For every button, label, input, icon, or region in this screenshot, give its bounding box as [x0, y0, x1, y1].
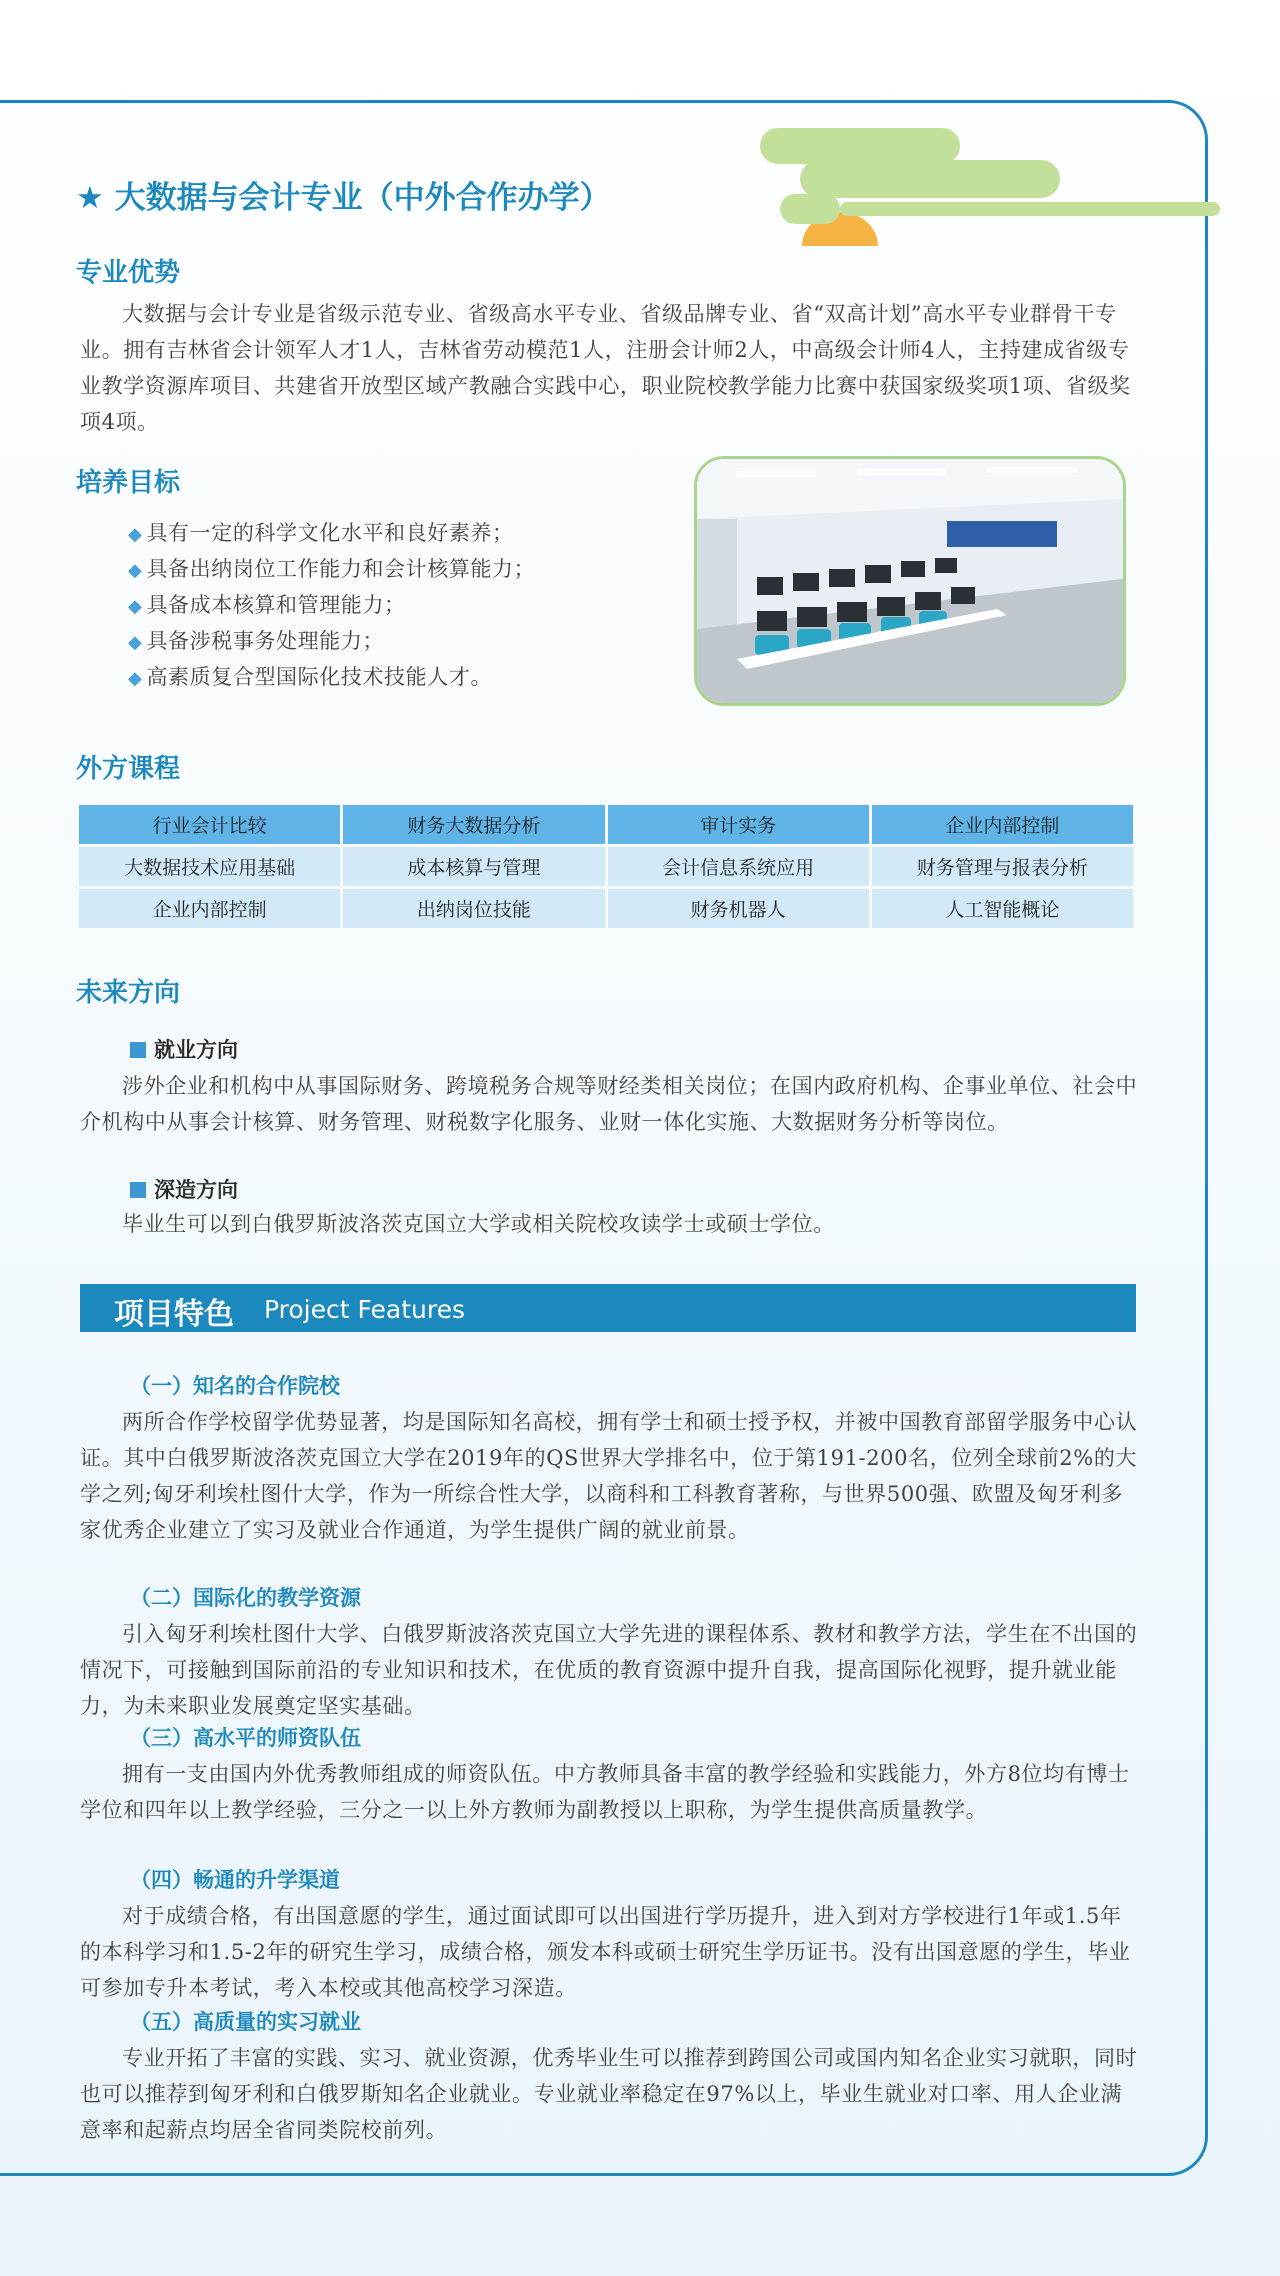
course-cell: 财务大数据分析 — [343, 805, 604, 844]
feature-text: 两所合作学校留学优势显著，均是国际知名高校，拥有学士和硕士授予权，并被中国教育部留学服务中心认证。其中白俄罗斯波洛茨克国立大学在2019年的QS世界大学排名中，位于第191-200名，位列全球前2%的大学之列;匈牙利埃杜图什大学，作为一所综合性大学，以商科和工科教育著称，与世界500强、欧盟及匈牙利多家优秀企业建立了实习及就业合作通道，为学生提供广阔的就业前景。 — [80, 1410, 1138, 1542]
feature-title: （一）知名的合作院校 — [130, 1374, 340, 1398]
goal-item: ◆ 具备涉税事务处理能力； — [128, 629, 385, 653]
feature-text: 专业开拓了丰富的实践、实习、就业资源，优秀毕业生可以推荐到跨国公司或国内知名企业实习就职，同时也可以推荐到匈牙利和白俄罗斯知名企业就业。专业就业率稳定在97%以上，毕业生就业对口率、用人企业满意率和起薪点均居全省同类院校前列。 — [80, 2046, 1138, 2142]
course-cell: 企业内部控制 — [872, 805, 1133, 844]
feature-title: （二）国际化的教学资源 — [130, 1586, 361, 1610]
goals-heading: 培养目标 — [76, 468, 181, 498]
table-row — [79, 805, 1133, 844]
course-cell: 人工智能概论 — [872, 889, 1133, 928]
course-cell: 审计实务 — [608, 805, 869, 844]
course-table — [76, 802, 1136, 931]
courses-heading: 外方课程 — [76, 754, 181, 784]
diamond-bullet-icon: ◆ — [128, 632, 143, 653]
future-heading: 未来方向 — [76, 978, 181, 1008]
feature-title: （四）畅通的升学渠道 — [130, 1868, 340, 1892]
feature-text: 对于成绩合格，有出国意愿的学生，通过面试即可以出国进行学历提升，进入到对方学校进行1年或1.5年的本科学习和1.5-2年的研究生学习，成绩合格，颁发本科或硕士研究生学历证书。没有出国意愿的学生，毕业可参加专升本考试，考入本校或其他高校学习深造。 — [80, 1904, 1131, 2000]
goal-item: ◆ 具有一定的科学文化水平和良好素养； — [128, 521, 514, 545]
feature-text: 拥有一支由国内外优秀教师组成的师资队伍。中方教师具备丰富的教学经验和实践能力，外方8位均有博士学位和四年以上教学经验，三分之一以上外方教师为副教授以上职称，为学生提供高质量教学。 — [80, 1762, 1130, 1822]
table-row — [79, 847, 1133, 886]
cloud-sun-decoration-icon — [740, 118, 1220, 258]
goal-item: ◆ 高素质复合型国际化技术技能人才。 — [128, 665, 493, 689]
course-cell: 成本核算与管理 — [343, 847, 604, 886]
classroom-illustration-icon — [697, 459, 1123, 703]
course-cell: 财务机器人 — [608, 889, 869, 928]
page-title: ★ 大数据与会计专业（中外合作办学） — [76, 180, 611, 216]
course-cell: 企业内部控制 — [79, 889, 340, 928]
feature-title: （三）高水平的师资队伍 — [130, 1726, 361, 1750]
table-row — [79, 889, 1133, 928]
diamond-bullet-icon: ◆ — [128, 524, 143, 545]
employment-text: 涉外企业和机构中从事国际财务、跨境税务合规等财经类相关岗位；在国内政府机构、企事业单位、社会中介机构中从事会计核算、财务管理、财税数字化服务、业财一体化实施、大数据财务分析等岗位。 — [80, 1074, 1138, 1134]
goals-list — [128, 516, 535, 696]
study-text: 毕业生可以到白俄罗斯波洛茨克国立大学或相关院校攻读学士或硕士学位。 — [122, 1212, 835, 1236]
course-cell: 出纳岗位技能 — [343, 889, 604, 928]
banner-title-cn: 项目特色 — [114, 1297, 234, 1332]
employment-subheading: 就业方向 — [130, 1034, 238, 1064]
project-features-banner — [80, 1284, 1136, 1332]
square-bullet-icon — [130, 1042, 146, 1058]
goal-item: ◆ 具备出纳岗位工作能力和会计核算能力； — [128, 557, 536, 581]
square-bullet-icon — [130, 1182, 146, 1198]
course-cell: 大数据技术应用基础 — [79, 847, 340, 886]
course-cell: 行业会计比较 — [79, 805, 340, 844]
feature-text: 引入匈牙利埃杜图什大学、白俄罗斯波洛茨克国立大学先进的课程体系、教材和教学方法，学生在不出国的情况下，可接触到国际前沿的专业知识和技术，在优质的教育资源中提升自我，提高国际化视野，提升就业能力，为未来职业发展奠定坚实基础。 — [80, 1622, 1138, 1718]
diamond-bullet-icon: ◆ — [128, 668, 143, 689]
course-cell: 财务管理与报表分析 — [872, 847, 1133, 886]
advantages-text: 大数据与会计专业是省级示范专业、省级高水平专业、省级品牌专业、省“双高计划”高水平专业群骨干专业。拥有吉林省会计领军人才1人，吉林省劳动模范1人，注册会计师2人，中高级会计师4人，主持建成省级专业教学资源库项目、共建省开放型区域产教融合实践中心，职业院校教学能力比赛中获国家级奖项1项、省级奖项4项。 — [80, 302, 1131, 434]
computer-lab-photo — [694, 456, 1126, 706]
advantages-heading: 专业优势 — [76, 258, 181, 288]
diamond-bullet-icon: ◆ — [128, 596, 143, 617]
banner-title-en: Project Features — [264, 1295, 465, 1324]
study-subheading: 深造方向 — [130, 1174, 238, 1204]
diamond-bullet-icon: ◆ — [128, 560, 143, 581]
feature-title: （五）高质量的实习就业 — [130, 2010, 361, 2034]
goal-item: ◆ 具备成本核算和管理能力； — [128, 593, 406, 617]
course-cell: 会计信息系统应用 — [608, 847, 869, 886]
